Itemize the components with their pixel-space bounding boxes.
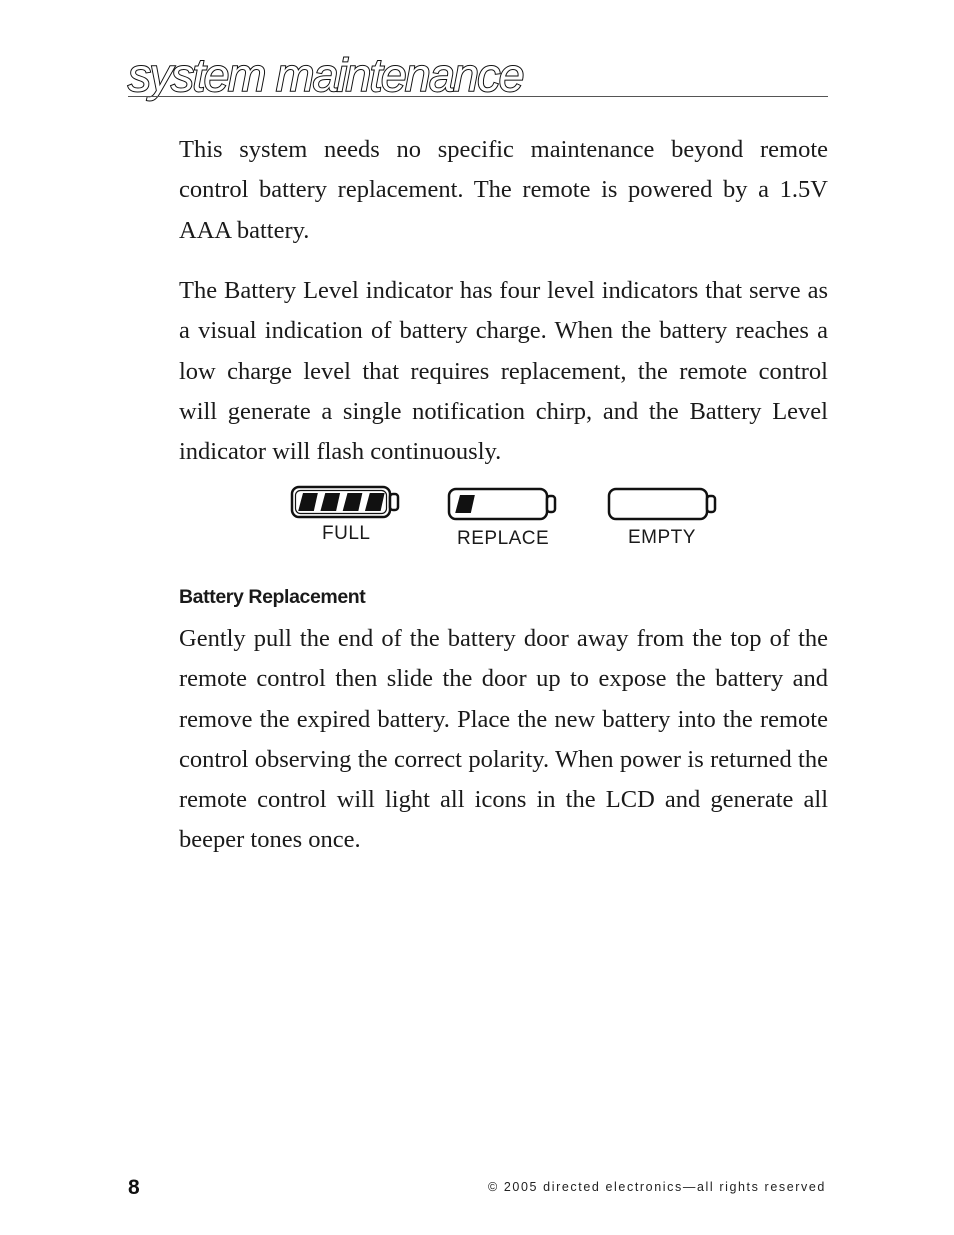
battery-empty-graphic: [607, 486, 721, 522]
title-underline: [128, 96, 828, 97]
battery-replace-graphic: [447, 486, 561, 522]
battery-full-segments: [298, 493, 384, 511]
battery-full-icon: [290, 484, 404, 520]
battery-charge-segment: [365, 493, 385, 511]
indicator-paragraph: The Battery Level indicator has four level indicators that serve as a visual indication of battery charge. When the battery reaches a low charge level that requires replacement, the remote control will generate a single notification chirp, and the Battery Level indicator will flash continuously.: [179, 277, 828, 466]
battery-replace-segments: [455, 495, 475, 513]
battery-empty-label: EMPTY: [628, 527, 696, 548]
battery-empty-icon: [607, 486, 721, 522]
battery-full-label: FULL: [322, 523, 371, 544]
copyright-notice: © 2005 directed electronics—all rights reserved: [487, 1180, 826, 1194]
intro-paragraph: This system needs no specific maintenance beyond remote control battery replacement. The remote is powered by a 1.5V AAA battery.: [179, 136, 828, 244]
battery-full-graphic: [290, 484, 404, 520]
page-title: system maintenance: [128, 49, 523, 101]
battery-charge-segment: [298, 493, 318, 511]
replacement-paragraph: Gently pull the end of the battery door away from the top of the remote control then slide the door up to expose the battery and remove the expired battery. Place the new battery into the remote control observing the correct polarity. When power is returned the remote control will light all icons in the LCD and generate all beeper tones once.: [179, 625, 828, 854]
battery-charge-segment: [343, 493, 363, 511]
battery-replace-label: REPLACE: [457, 528, 550, 549]
page-number: 8: [128, 1176, 140, 1199]
battery-replace-icon: [447, 486, 561, 522]
battery-charge-segment: [320, 493, 340, 511]
battery-charge-segment: [455, 495, 475, 513]
battery-replacement-heading: Battery Replacement: [179, 586, 366, 608]
